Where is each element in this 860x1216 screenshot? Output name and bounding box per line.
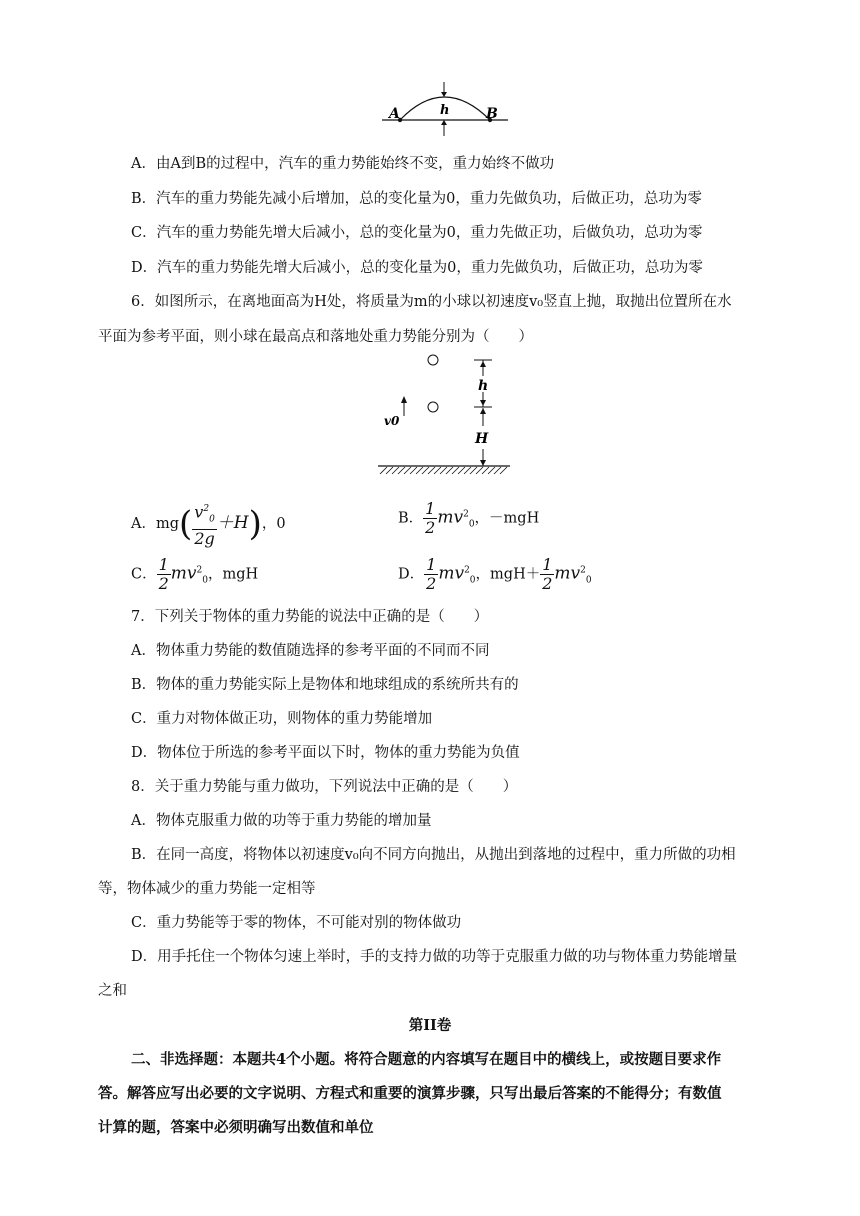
q7-option-a: A．物体重力势能的数值随选择的参考平面的不同而不同	[131, 643, 490, 659]
q7-option-d: D．物体位于所选的参考平面以下时，物体的重力势能为负值	[131, 745, 520, 761]
q8-option-b-line1: B．在同一高度，将物体以初速度v₀向不同方向抛出，从抛出到落地的过程中，重力所做的功相	[131, 847, 736, 863]
q7-option-b: B．物体的重力势能实际上是物体和地球组成的系统所共有的	[131, 677, 519, 693]
fig-h-label: h	[478, 378, 489, 394]
fig-H-label: H	[475, 431, 489, 447]
section-instructions-line3: 计算的题，答案中必须明确写出数值和单位	[98, 1119, 374, 1136]
section-title: 第II卷	[408, 1017, 452, 1034]
q5-option-c: C．汽车的重力势能先增大后减小，总的变化量为0，重力先做正功，后做负功，总功为零	[131, 225, 703, 241]
q8-option-a: A．物体克服重力做的功等于重力势能的增加量	[131, 813, 432, 829]
q5-option-b: B．汽车的重力势能先减小后增加，总的变化量为0，重力先做负功，后做正功，总功为零	[131, 191, 702, 207]
q8-stem: 8．关于重力势能与重力做功，下列说法中正确的是（ ）	[131, 779, 518, 795]
q5-option-d: D．汽车的重力势能先增大后减小，总的变化量为0，重力先做负功，后做正功，总功为零	[131, 260, 703, 276]
q6-option-a: A．mg( $\frac{v^2_0}{2g}$ ＋H)，0	[131, 500, 286, 548]
q8-option-b-line2: 等，物体减少的重力势能一定相等	[98, 881, 316, 897]
label-a: A	[389, 106, 400, 122]
section-instructions-line2: 答。解答应写出必要的文字说明、方程式和重要的演算步骤，只写出最后答案的不能得分；有数值	[98, 1085, 722, 1102]
q8-option-d-line2: 之和	[98, 983, 127, 999]
fig-v0-label: v0	[384, 414, 400, 428]
label-h: h	[440, 103, 450, 118]
q6-option-b: B． $\frac{1}{2}$ $mv^2_0$，－mgH	[398, 499, 540, 537]
q6-stem-line1: 6．如图所示，在离地面高为H处，将质量为m的小球以初速度v₀竖直上抛，取抛出位置所在水	[131, 294, 732, 310]
section-instructions-line1: 二、非选择题：本题共4个小题。将符合题意的内容填写在题目中的横线上，或按题目要求作	[131, 1051, 722, 1068]
q8-option-d-line1: D．用手托住一个物体匀速上举时，手的支持力做的功等于克服重力做的功与物体重力势能增量	[131, 949, 738, 965]
q8-option-c: C．重力势能等于零的物体，不可能对别的物体做功	[131, 915, 462, 931]
q7-stem: 7．下列关于物体的重力势能的说法中正确的是（ ）	[131, 609, 489, 625]
q6-option-c: C． $\frac{1}{2}$ $mv^2_0$，mgH	[131, 555, 259, 593]
bridge-figure	[378, 80, 513, 140]
label-b: B	[486, 106, 498, 122]
q6-option-d: D． $\frac{1}{2}$ $mv^2_0$，mgH＋ $\frac{1}{2}$ $mv^2_0$	[398, 555, 592, 593]
q6-stem-line2: 平面为参考平面，则小球在最高点和落地处重力势能分别为（ ）	[98, 329, 533, 345]
throw-figure	[374, 352, 514, 478]
q7-option-c: C．重力对物体做正功，则物体的重力势能增加	[131, 711, 433, 727]
q5-option-a: A．由A到B的过程中，汽车的重力势能始终不变，重力始终不做功	[131, 156, 555, 172]
